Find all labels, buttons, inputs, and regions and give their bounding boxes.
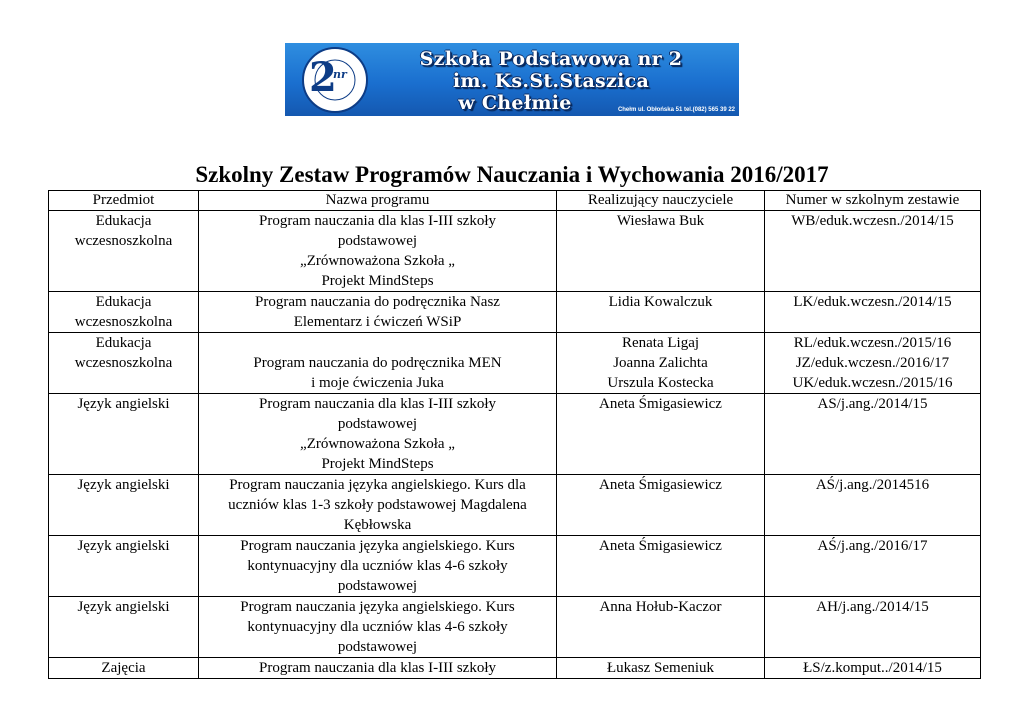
cell-subject-line: Edukacja	[95, 213, 152, 229]
cell-subject-line: wczesnoszkolna	[74, 233, 173, 249]
cell-program-line: kontynuacyjny dla uczniów klas 4-6 szkoły	[247, 558, 508, 574]
cell-number	[765, 658, 981, 679]
cell-number-line: AH/j.ang./2014/15	[816, 599, 929, 615]
cell-teachers-line: Renata Ligaj	[621, 335, 700, 351]
cell-teachers-line: Urszula Kostecka	[607, 375, 714, 391]
cell-program-line: Program nauczania dla klas I-III szkoły	[259, 213, 496, 229]
header-program: Nazwa programu	[199, 191, 557, 211]
page-title: Szkolny Zestaw Programów Nauczania i Wychowania 2016/2017	[195, 162, 829, 187]
cell-program-line: podstawowej	[337, 233, 418, 249]
cell-program-line: uczniów klas 1-3 szkoły podstawowej Magdalena	[228, 497, 527, 513]
cell-teachers-line: Anna Hołub-Kaczor	[599, 599, 722, 615]
cell-program-line: i moje ćwiczenia Juka	[311, 375, 444, 391]
cell-subject-line: Zajęcia	[101, 660, 146, 676]
header-number: Numer w szkolnym zestawie	[765, 191, 981, 211]
cell-teachers	[557, 333, 765, 394]
cell-subject	[49, 333, 199, 394]
cell-program-line: podstawowej	[337, 578, 418, 594]
header-subject: Przedmiot	[49, 191, 199, 211]
cell-program-line	[203, 333, 552, 353]
cell-program	[199, 333, 557, 394]
cell-teachers	[557, 536, 765, 597]
cell-teachers	[557, 658, 765, 679]
cell-subject	[49, 292, 199, 333]
cell-number-line: ŁS/z.komput../2014/15	[803, 660, 942, 676]
cell-number	[765, 292, 981, 333]
cell-program-line: Program nauczania języka angielskiego. Kurs dla	[229, 477, 526, 493]
table-body	[49, 211, 981, 679]
cell-subject	[49, 597, 199, 658]
cell-number-line: JZ/eduk.wczesn./2016/17	[795, 355, 950, 371]
table-row	[49, 394, 981, 475]
cell-number-line: RL/eduk.wczesn./2015/16	[793, 335, 952, 351]
banner-patron: im. Ks.St.Staszica	[452, 70, 650, 92]
cell-subject-line: Język angielski	[77, 477, 170, 493]
cell-teachers-line: Joanna Zalichta	[613, 355, 708, 371]
table-row	[49, 658, 981, 679]
cell-program	[199, 658, 557, 679]
cell-teachers	[557, 292, 765, 333]
cell-number-line: AŚ/j.ang./2016/17	[817, 538, 928, 554]
cell-program	[199, 597, 557, 658]
cell-subject	[49, 394, 199, 475]
cell-subject	[49, 211, 199, 292]
cell-teachers-line: Aneta Śmigasiewicz	[599, 538, 722, 554]
cell-number	[765, 475, 981, 536]
cell-teachers-line: Wiesława Buk	[616, 213, 705, 229]
cell-subject	[49, 536, 199, 597]
cell-program-line: Program nauczania języka angielskiego. Kurs	[240, 538, 515, 554]
table-row	[49, 211, 981, 292]
cell-program-line: „Zrównoważona Szkoła „	[300, 436, 455, 452]
table-row	[49, 475, 981, 536]
table-row	[49, 292, 981, 333]
table-header-row	[49, 191, 981, 211]
cell-program-line: Elementarz i ćwiczeń WSiP	[293, 314, 462, 330]
cell-teachers	[557, 475, 765, 536]
cell-number	[765, 597, 981, 658]
cell-program	[199, 211, 557, 292]
cell-program	[199, 475, 557, 536]
cell-teachers	[557, 394, 765, 475]
cell-subject-line: Edukacja	[95, 294, 152, 310]
cell-program-line: Program nauczania dla klas I-III szkoły	[259, 660, 496, 676]
cell-number-line: UK/eduk.wczesn./2015/16	[792, 375, 953, 391]
cell-program	[199, 536, 557, 597]
banner-city: w Chełmie	[458, 92, 572, 114]
cell-program-line: Projekt MindSteps	[321, 456, 434, 472]
cell-number-line: AŚ/j.ang./2014516	[815, 477, 930, 493]
cell-teachers-line: Lidia Kowalczuk	[608, 294, 713, 310]
seal-number: 2	[309, 54, 337, 101]
cell-teachers-line: Aneta Śmigasiewicz	[599, 477, 722, 493]
cell-number	[765, 333, 981, 394]
cell-program-line: Program nauczania języka angielskiego. Kurs	[240, 599, 515, 615]
cell-program-line: Projekt MindSteps	[321, 273, 434, 289]
table-row	[49, 597, 981, 658]
cell-subject-line: Edukacja	[95, 335, 152, 351]
cell-number	[765, 211, 981, 292]
cell-number-line: WB/eduk.wczesn./2014/15	[791, 213, 954, 229]
table-row	[49, 536, 981, 597]
cell-subject	[49, 658, 199, 679]
school-banner	[285, 43, 739, 116]
cell-subject-line: wczesnoszkolna	[74, 355, 173, 371]
cell-program-line: „Zrównoważona Szkoła „	[300, 253, 455, 269]
cell-teachers-line: Aneta Śmigasiewicz	[599, 396, 722, 412]
cell-number	[765, 394, 981, 475]
cell-subject-line: Język angielski	[77, 538, 170, 554]
seal-nr: nr	[333, 68, 347, 81]
cell-program	[199, 292, 557, 333]
header-teachers: Realizujący nauczyciele	[557, 191, 765, 211]
cell-program-line: Program nauczania do podręcznika Nasz	[255, 294, 500, 310]
cell-number-line: AS/j.ang./2014/15	[817, 396, 928, 412]
cell-teachers	[557, 211, 765, 292]
banner-school-name: Szkoła Podstawowa nr 2	[419, 48, 683, 70]
cell-program-line: podstawowej	[337, 639, 418, 655]
cell-program-line: kontynuacyjny dla uczniów klas 4-6 szkoły	[247, 619, 508, 635]
cell-subject-line: Język angielski	[77, 396, 170, 412]
cell-program-line: Program nauczania do podręcznika MEN	[253, 355, 502, 371]
cell-subject	[49, 475, 199, 536]
table-row	[49, 333, 981, 394]
cell-program-line: Kębłowska	[343, 517, 412, 533]
cell-number-line: LK/eduk.wczesn./2014/15	[793, 294, 952, 310]
cell-program	[199, 394, 557, 475]
cell-program-line: podstawowej	[337, 416, 418, 432]
cell-number	[765, 536, 981, 597]
programs-table	[48, 190, 981, 679]
cell-teachers	[557, 597, 765, 658]
cell-subject-line: Język angielski	[77, 599, 170, 615]
cell-program-line: Program nauczania dla klas I-III szkoły	[259, 396, 496, 412]
banner-address: Chełm ul. Obłońska 51 tel.(082) 565 39 22	[617, 107, 735, 113]
cell-teachers-line: Łukasz Semeniuk	[606, 660, 715, 676]
cell-subject-line: wczesnoszkolna	[74, 314, 173, 330]
